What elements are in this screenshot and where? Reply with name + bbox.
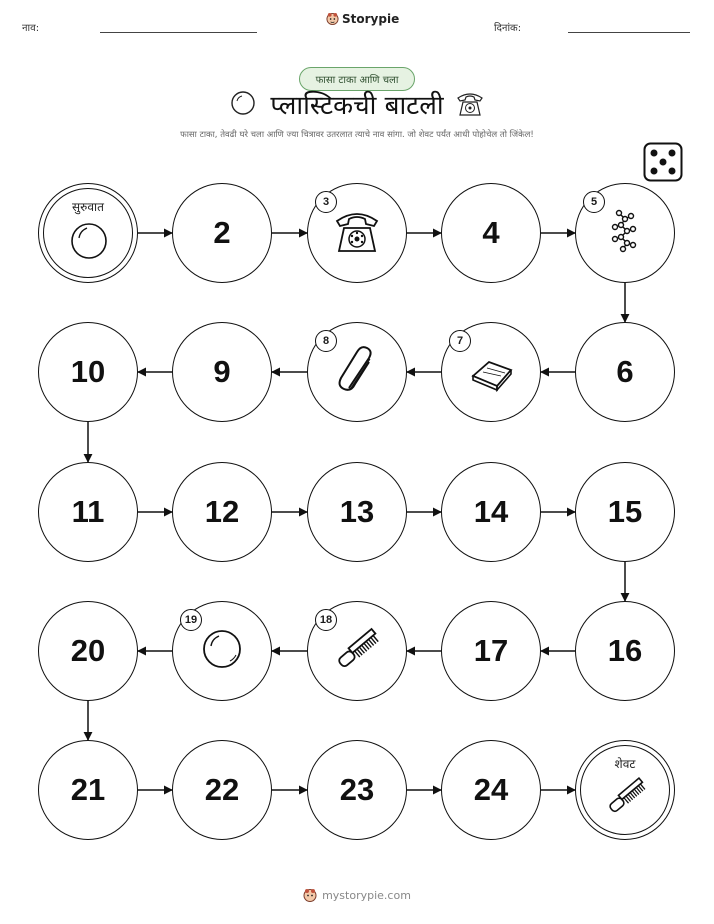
cell-number: 12: [204, 494, 240, 529]
bubble-icon: [194, 621, 250, 681]
cell-number: 22: [204, 772, 240, 807]
board-cell-7[interactable]: [441, 322, 541, 422]
board-cell-23[interactable]: [307, 740, 407, 840]
board-cell-16[interactable]: [575, 601, 675, 701]
cell-number-badge: 7: [449, 330, 471, 352]
cell-number: 20: [70, 633, 106, 668]
start-cell[interactable]: [38, 183, 138, 283]
board-cell-5[interactable]: [575, 183, 675, 283]
game-type-tag: फासा टाका आणि चला: [299, 67, 415, 91]
comb-icon: [329, 621, 385, 681]
cell-number: 13: [339, 494, 375, 529]
cell-number-badge: 3: [315, 191, 337, 213]
cell-number: 23: [339, 772, 375, 807]
board-cell-21[interactable]: [38, 740, 138, 840]
cell-number: 14: [473, 494, 509, 529]
board-cell-24[interactable]: [441, 740, 541, 840]
cell-number: 6: [616, 354, 634, 389]
board-cell-15[interactable]: [575, 462, 675, 562]
molecule-icon: [597, 203, 653, 263]
board-cell-3[interactable]: [307, 183, 407, 283]
board-cell-9[interactable]: [172, 322, 272, 422]
cell-number-badge: 8: [315, 330, 337, 352]
footer: [0, 888, 714, 903]
cell-number-badge: 19: [180, 609, 202, 631]
board-cell-14[interactable]: [441, 462, 541, 562]
cell-number: 11: [71, 494, 105, 529]
cell-number: 4: [482, 215, 500, 250]
page-title: प्लास्टिकची बाटली: [270, 91, 444, 121]
finish-label: शेवट: [614, 757, 636, 771]
board-cell-19[interactable]: [172, 601, 272, 701]
napkin-icon: [463, 342, 519, 402]
name-label: नाव:: [22, 23, 40, 34]
board-cell-11[interactable]: [38, 462, 138, 562]
board-cell-18[interactable]: [307, 601, 407, 701]
board-cell-6[interactable]: [575, 322, 675, 422]
telephone-icon: [329, 203, 385, 263]
cell-number: 9: [213, 354, 231, 389]
cell-number: 24: [473, 772, 509, 807]
cell-number: 17: [473, 633, 509, 668]
board-cell-17[interactable]: [441, 601, 541, 701]
date-label: दिनांक:: [494, 23, 522, 34]
instructions: फासा टाका, तेवढी घरे चला आणि ज्या चित्रावर उतरलात त्याचे नाव सांगा. जो शेवट पर्यंत आधी पोहोचेल तो जिंकेल!: [180, 130, 534, 140]
board-cell-20[interactable]: [38, 601, 138, 701]
brand-name: Storypie: [342, 12, 400, 26]
start-label: सुरुवात: [72, 200, 104, 214]
finish-cell[interactable]: [575, 740, 675, 840]
board-cell-22[interactable]: [172, 740, 272, 840]
footer-site[interactable]: mystorypie.com: [322, 889, 411, 902]
board-cell-2[interactable]: [172, 183, 272, 283]
cell-number: 16: [607, 633, 643, 668]
cell-number: 2: [213, 215, 231, 250]
board-cell-13[interactable]: [307, 462, 407, 562]
cell-number-badge: 5: [583, 191, 605, 213]
board-cell-4[interactable]: [441, 183, 541, 283]
bubble-icon: [64, 214, 114, 264]
board-cell-8[interactable]: [307, 322, 407, 422]
storypie-mascot-icon: [303, 888, 317, 903]
comb-icon: [601, 771, 651, 821]
paperclip-icon: [329, 342, 385, 402]
cell-number-badge: 18: [315, 609, 337, 631]
cell-number: 15: [607, 494, 643, 529]
board-cell-10[interactable]: [38, 322, 138, 422]
cell-number: 10: [70, 354, 106, 389]
board-cell-12[interactable]: [172, 462, 272, 562]
cell-number: 21: [70, 772, 106, 807]
